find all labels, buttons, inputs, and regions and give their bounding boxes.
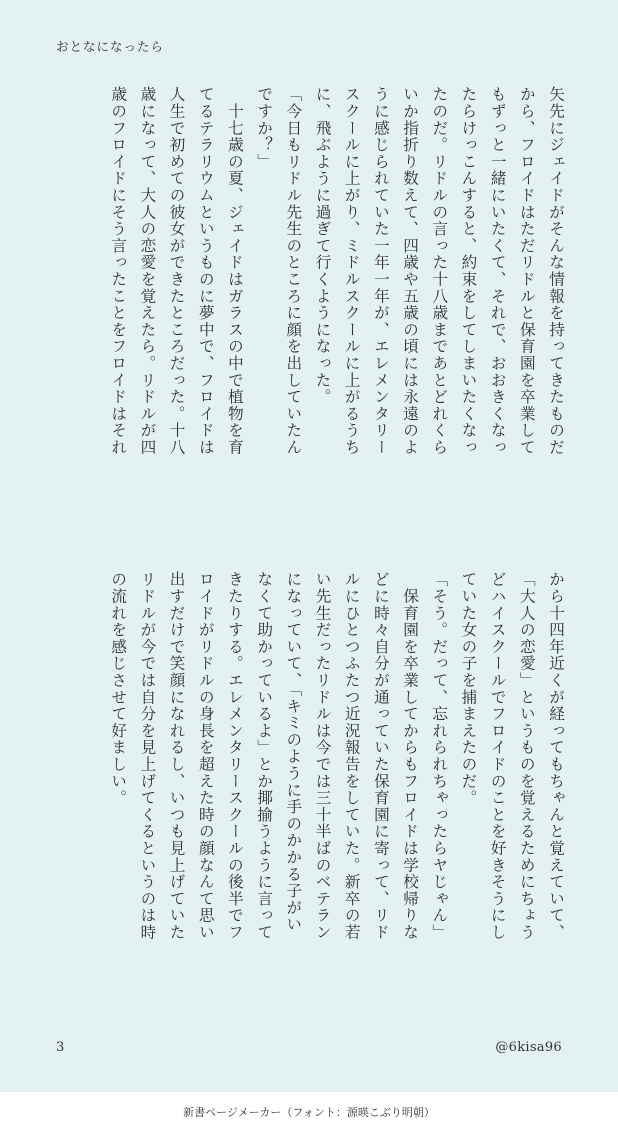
text-line: うに感じられていた一年一年が、エレメンタリー — [371, 86, 390, 456]
text-line: の流れを感じさせて好ましい。 — [109, 571, 128, 807]
text-line: 保育園を卒業してからもフロイドは学校帰りな — [401, 571, 420, 941]
text-line: てるテラリウムというものに夢中で、フロイドは — [196, 86, 215, 456]
text-line: になっていて、「キミのように手のかかる子がい — [284, 571, 303, 933]
text-line: 矢先にジェイドがそんな情報を持ってきたものだ — [547, 86, 565, 456]
text-line: 歳のフロイドにそう言ったことをフロイドはそれ — [109, 86, 128, 456]
text-line: 「今日もリドル先生のところに顔を出していたん — [284, 86, 303, 456]
text-line: たらけっこんすると、約束をしてしまいたくなっ — [459, 86, 478, 456]
text-line: 人生で初めての彼女ができたところだった。十八 — [167, 86, 186, 456]
text-line: ていた女の子を捕まえたのだ。 — [459, 571, 478, 807]
text-line: 出すだけで笑顔になれるし、いつも見上げていた — [167, 571, 186, 941]
text-line: 歳になって、大人の恋愛を覚えたら。リドルが四 — [138, 86, 157, 456]
text-line: 「大人の恋愛」というものを覚えるためにちょう — [517, 571, 536, 941]
text-line: どに時々自分が通っていた保育園に寄って、リド — [371, 571, 390, 941]
text-line: に、飛ぶように過ぎて行くようになった。 — [313, 86, 332, 406]
text-line: もずっと一緒にいたくて、それで、おおきくなっ — [488, 86, 507, 456]
text-line: ルにひとつふたつ近況報告をしていた。新卒の若 — [342, 571, 361, 941]
text-line: ですか？」 — [255, 86, 274, 170]
text-line: スクールに上がり、ミドルスクールに上がるうち — [342, 86, 361, 456]
text-line: い先生だったリドルは今では三十半ばのベテラン — [313, 571, 332, 941]
text-line: 十七歳の夏、ジェイドはガラスの中で植物を育 — [225, 86, 244, 456]
upper-text-block — [50, 86, 570, 522]
lower-text-block — [50, 571, 570, 1007]
text-line: から、フロイドはただリドルと保育園を卒業して — [517, 86, 536, 456]
text-line: たのだ。リドルの言った十八歳まであとどれくら — [430, 86, 449, 456]
text-line: なくて助かっているよ」とか揶揄うように言って — [255, 571, 274, 941]
text-line: どハイスクールでフロイドのことを好きそうにし — [488, 571, 507, 941]
author-handle: @6kisa96 — [495, 1040, 562, 1055]
text-line: きたりする。エレメンタリースクールの後半でフ — [225, 571, 244, 941]
text-line: から十四年近くが経ってもちゃんと覚えていて、 — [547, 571, 565, 941]
text-line: 「そう。だって、忘れられちゃったらヤじゃん」 — [430, 571, 449, 941]
chapter-title: おとなになったら — [56, 39, 165, 54]
text-line: いか指折り数えて、四歳や五歳の頃には永遠のよ — [401, 86, 420, 456]
text-line: ロイドがリドルの身長を超えた時の顔なんて思い — [196, 571, 215, 941]
text-line: リドルが今では自分を見上げてくるというのは時 — [138, 571, 157, 941]
footer-credit: 新書ページメーカー（フォント：源暎こぶり明朝） — [0, 1092, 618, 1132]
page-number: 3 — [56, 1040, 65, 1055]
